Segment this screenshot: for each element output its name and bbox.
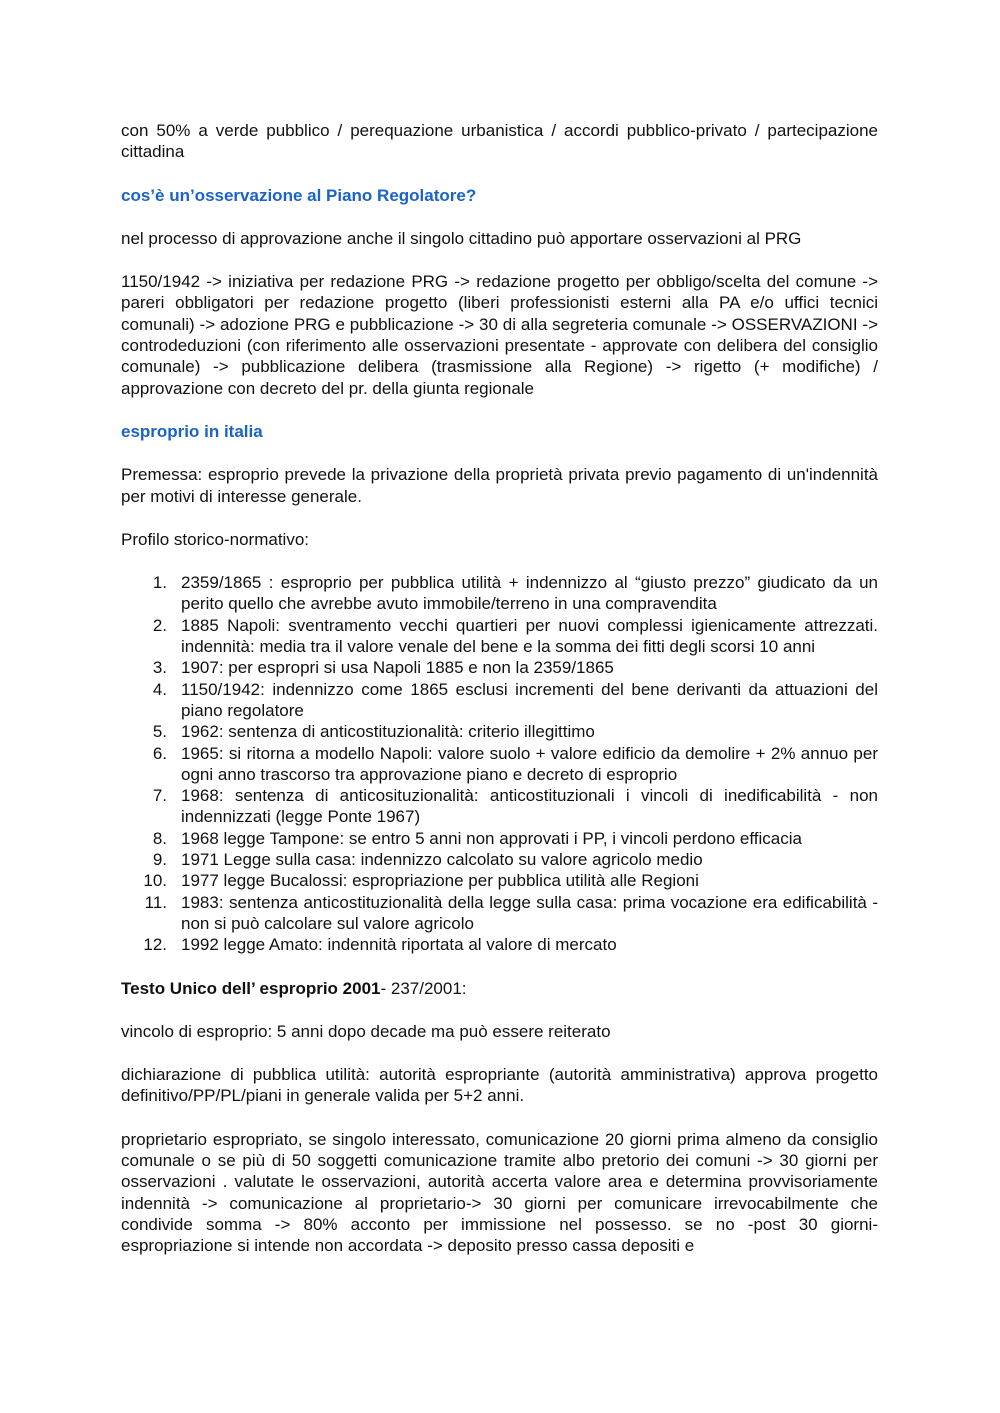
list-number: 2. bbox=[152, 615, 167, 635]
list-item bbox=[121, 743, 878, 786]
testo-unico-reference: - 237/2001: bbox=[380, 978, 467, 998]
list-item bbox=[121, 572, 878, 615]
list-text: 1907: per espropri si usa Napoli 1885 e non la 2359/1865 bbox=[181, 658, 614, 678]
list-text: 1962: sentenza di anticostituzionalità: criterio illegittimo bbox=[181, 722, 595, 742]
list-number: 11. bbox=[144, 892, 167, 912]
list-number: 3. bbox=[152, 658, 167, 678]
list-text: 1150/1942: indennizzo come 1865 esclusi incrementi del bene derivanti da attuazioni del piano regolatore bbox=[181, 679, 878, 720]
list-number: 4. bbox=[152, 679, 167, 699]
list-item bbox=[121, 615, 878, 658]
list-text: 1971 Legge sulla casa: indennizzo calcolato su valore agricolo medio bbox=[181, 850, 703, 870]
vincolo-paragraph: vincolo di esproprio: 5 anni dopo decade ma può essere reiterato bbox=[121, 1021, 611, 1041]
list-number: 12. bbox=[143, 935, 167, 955]
list-text: 1968: sentenza di anticosituzionalità: anticostituzionali i vincoli di inedificabilità - non indennizzati (legge Ponte 1967) bbox=[181, 786, 878, 827]
list-number: 1. bbox=[152, 573, 167, 593]
list-item bbox=[121, 934, 878, 955]
list-number: 8. bbox=[152, 828, 167, 848]
history-list bbox=[121, 572, 878, 955]
list-item bbox=[121, 657, 878, 678]
dichiarazione-paragraph: dichiarazione di pubblica utilità: autorità espropriante (autorità amministrativa) approva progetto definitivo/PP/PL/piani in generale valida per 5+2 anni. bbox=[121, 1065, 878, 1106]
testo-unico-title: Testo Unico dell’ esproprio 2001 bbox=[121, 978, 381, 998]
list-text: 1965: si ritorna a modello Napoli: valore suolo + valore edificio da demolire + 2% annuo per ogni anno trascorso tra approvazione piano e decreto di esproprio bbox=[181, 743, 878, 784]
osservazione-paragraph: nel processo di approvazione anche il singolo cittadino può apportare osservazioni al PRG bbox=[121, 228, 802, 248]
list-number: 6. bbox=[152, 743, 167, 763]
list-number: 10. bbox=[143, 871, 167, 891]
premessa-paragraph: Premessa: esproprio prevede la privazione della proprietà privata previo pagamento di un'indennità per motivi di interesse generale. bbox=[121, 465, 878, 506]
testo-unico-heading bbox=[121, 978, 878, 999]
intro-paragraph: con 50% a verde pubblico / perequazione urbanistica / accordi pubblico-privato / partecipazione cittadina bbox=[121, 121, 878, 162]
list-text: 2359/1865 : esproprio per pubblica utilità + indennizzo al “giusto prezzo” giudicato da un perito quello che avrebbe avuto immobile/terreno in una compravendita bbox=[181, 573, 878, 614]
list-text: 1992 legge Amato: indennità riportata al valore di mercato bbox=[181, 935, 617, 955]
list-item bbox=[121, 679, 878, 722]
list-item bbox=[121, 721, 878, 742]
list-item bbox=[121, 870, 878, 891]
list-number: 7. bbox=[152, 786, 167, 806]
prg-process-paragraph: 1150/1942 -> iniziativa per redazione PRG -> redazione progetto per obbligo/scelta del comune -> pareri obbligatori per redazione progetto (liberi professionisti esterni alla PA e/o uffici tecnici comunali) -> adozione PRG e pubblicazione -> 30 di alla segreteria comunale -> OSSERVAZIONI -> controdeduzioni (con riferimento alle osservazioni presentate - approvate con delibera del consiglio comunale) -> pubblicazione delibera (trasmissione alla Regione) -> rigetto (+ modifiche) / approvazione con decreto del pr. della giunta regionale bbox=[121, 272, 878, 398]
list-text: 1983: sentenza anticostituzionalità della legge sulla casa: prima vocazione era edificabilità - non si può calcolare sul valore agricolo bbox=[181, 892, 878, 933]
list-item bbox=[121, 849, 878, 870]
list-item bbox=[121, 828, 878, 849]
list-text: 1885 Napoli: sventramento vecchi quartieri per nuovi complessi igienicamente attrezzati. indennità: media tra il valore venale del bene e la somma dei fitti degli scorsi 10 anni bbox=[181, 615, 878, 657]
document-page bbox=[121, 120, 878, 1256]
list-text: 1968 legge Tampone: se entro 5 anni non approvati i PP, i vincoli perdono efficacia bbox=[181, 828, 802, 848]
section-heading-esproprio: esproprio in italia bbox=[121, 421, 263, 441]
proprietario-paragraph: proprietario espropriato, se singolo interessato, comunicazione 20 giorni prima almeno da consiglio comunale o se più di 50 soggetti comunicazione tramite albo pretorio dei comuni -> 30 giorni per osservazioni . valutate le osservazioni, autorità accerta valore area e determina provvisoriamente indennità -> comunicazione al proprietario-> 30 giorni per comunicare irrevocabilmente che condivide somma -> 80% acconto per immissione nel possesso. se no -post 30 giorni- espropriazione si intende non accordata -> deposito presso cassa depositi e bbox=[121, 1129, 878, 1256]
list-number: 9. bbox=[152, 850, 167, 870]
list-text: 1977 legge Bucalossi: espropriazione per pubblica utilità alle Regioni bbox=[181, 871, 699, 891]
profilo-label: Profilo storico-normativo: bbox=[121, 529, 310, 549]
list-item bbox=[121, 785, 878, 828]
list-item bbox=[121, 892, 878, 935]
section-heading-osservazione: cos’è un’osservazione al Piano Regolatore? bbox=[121, 185, 477, 205]
list-number: 5. bbox=[152, 722, 167, 742]
